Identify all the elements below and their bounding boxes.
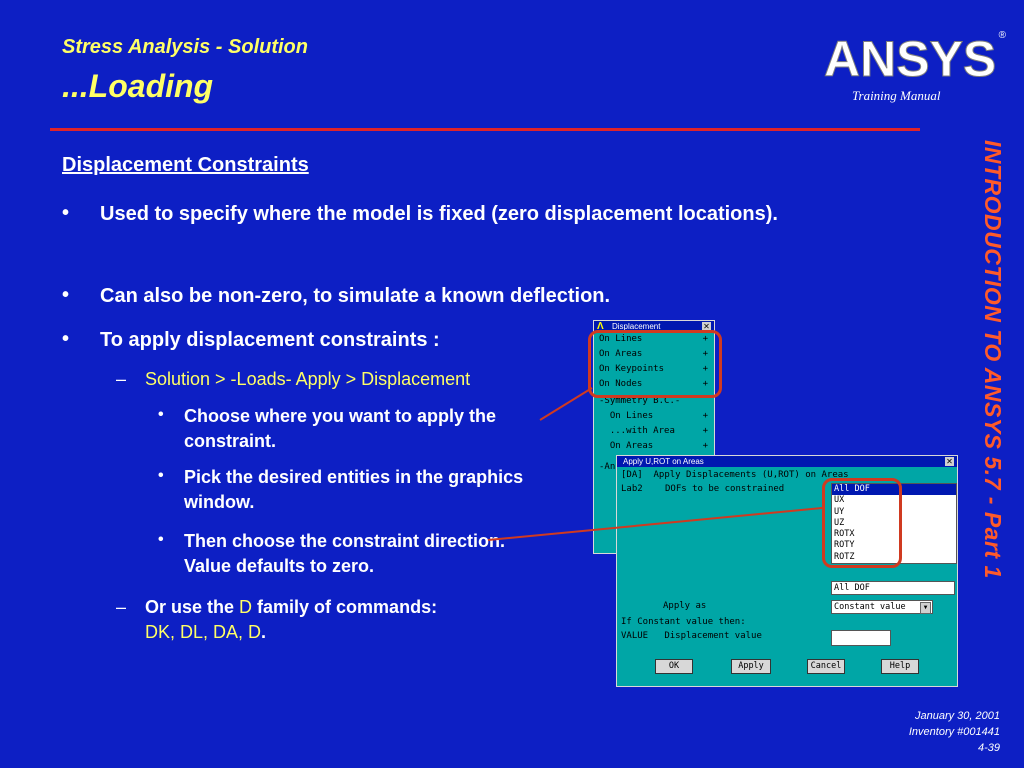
bullet-1: Used to specify where the model is fixed (zero displacement locations). [100,203,778,225]
close-icon[interactable]: ✕ [946,457,953,466]
dof-option[interactable]: ROTY [834,540,855,551]
sub-bullet-1: Choose where you want to apply the constraint. [184,406,497,451]
dropdown-arrow-icon[interactable]: ▼ [920,602,931,614]
sub-bullet-3: Then choose the constraint direction. Value defaults to zero. [184,531,506,576]
menu-item-sym-with-area[interactable]: ...with Area + [599,426,708,436]
menu-path: Solution > -Loads- Apply > Displacement [145,369,471,389]
menu-item-sym-on-lines[interactable]: On Lines + [599,411,708,421]
menu-section-symmetry: -Symmetry B.C.- [599,396,681,406]
dof-option[interactable]: UZ [834,517,845,528]
menu-title: Displacement [612,322,661,331]
bullet-dot: • [158,406,164,423]
value-label: VALUE Displacement value [621,631,762,641]
dof-option[interactable]: UX [834,495,845,506]
bullet-dot: • [158,467,164,484]
section-heading: Displacement Constraints [62,154,309,176]
lab2-label: Lab2 [621,484,643,494]
menu-item-on-areas[interactable]: On Areas + [599,349,708,359]
footer-inventory: Inventory #001441 [908,726,1000,738]
alt-prefix: Or use the [145,597,240,617]
callout-line-menu [540,388,592,420]
bullet-dot: • [158,531,164,548]
dash-marker: – [116,597,127,617]
selected-dof-field[interactable]: All DOF [831,581,955,595]
menu-item-on-lines[interactable]: On Lines + [599,334,708,344]
help-button[interactable]: Help [881,659,919,674]
menu-item-sym-on-areas[interactable]: On Areas + [599,441,708,451]
training-manual-label: Training Manual [852,88,941,103]
dof-option[interactable]: ROTX [834,529,855,540]
footer-date: January 30, 2001 [914,710,1000,722]
menu-item-on-nodes[interactable]: On Nodes + [599,379,708,389]
slide-subtitle: ...Loading [62,68,214,104]
alt-suffix: family of commands: [252,597,438,617]
command-period: . [261,622,267,642]
dialog-command-line: [DA] Apply Displacements (U,ROT) on Areas [621,470,849,480]
menu-item-partial[interactable]: -An [599,462,616,472]
dof-option[interactable]: ROTZ [834,551,855,562]
side-banner: INTRODUCTION TO ANSYS 5.7 - Part 1 [980,140,1006,579]
bullet-dot: • [62,202,70,224]
slide-title: Stress Analysis - Solution [62,36,308,58]
dof-option[interactable]: UY [834,506,845,517]
apply-as-label: Apply as [663,601,707,611]
dash-marker: – [116,369,127,389]
bullet-2: Can also be non-zero, to simulate a known deflection. [100,285,611,307]
cancel-button[interactable]: Cancel [807,659,845,674]
footer-page-number: 4-39 [977,742,1000,754]
dialog-title: Apply U,ROT on Areas [623,457,704,466]
menu-item-on-keypoints[interactable]: On Keypoints + [599,364,708,374]
lab2-description: DOFs to be constrained [665,484,785,494]
bullet-dot: • [62,284,70,306]
apply-button[interactable]: Apply [731,659,771,674]
callout-line-dof [488,508,822,540]
sub-bullet-2: Pick the desired entities in the graphics window. [184,467,524,512]
command-names: DK, DL, DA, D [145,622,262,642]
bullet-dot: • [62,328,70,350]
ansys-a-icon: Λ [597,321,604,332]
bullet-3: To apply displacement constraints : [100,329,440,351]
svg-text:ANSYS: ANSYS [824,31,997,82]
if-constant-label: If Constant value then: [621,617,746,627]
dof-option[interactable]: All DOF [832,484,956,495]
d-command: D [239,597,253,617]
apply-as-value: Constant value [834,602,906,612]
ok-button[interactable]: OK [655,659,693,674]
close-icon[interactable]: ✕ [703,322,710,331]
registered-mark: ® [998,30,1006,41]
